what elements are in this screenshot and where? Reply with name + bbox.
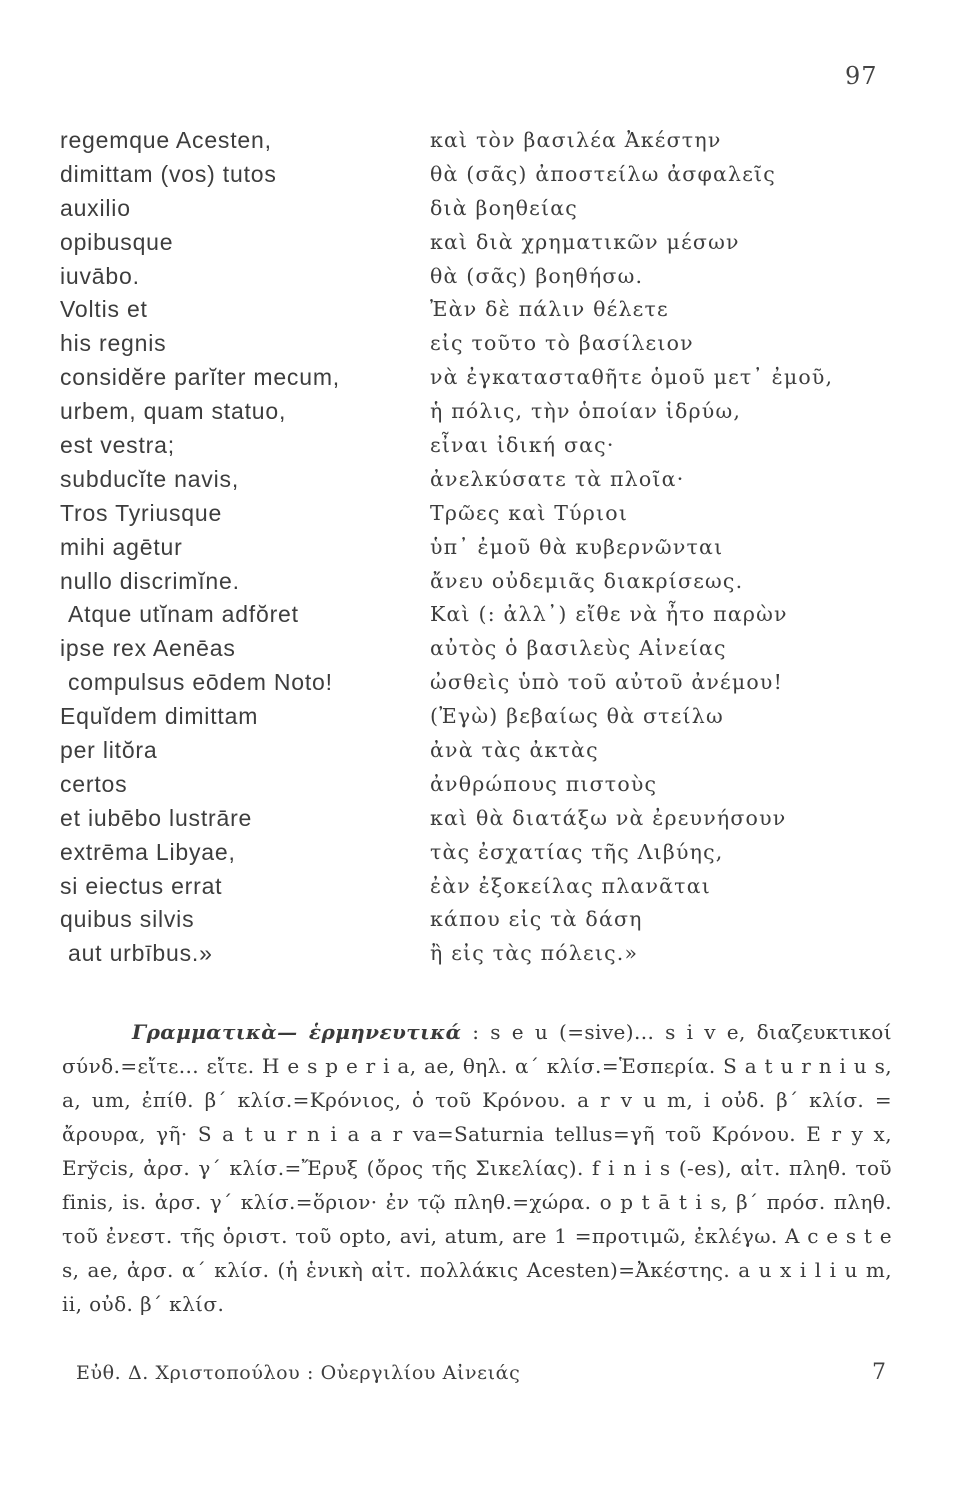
page-number: 97 [845,62,878,90]
greek-line: ὑπ᾽ ἐμοῦ θὰ κυβερνῶνται [430,534,724,559]
latin-line: nullo discrimĭne. [60,567,240,594]
latin-line: ipse rex Aenēas [60,635,236,662]
latin-line: auxilio [60,194,131,221]
latin-line: urbem, quam statuo, [60,398,287,425]
latin-line: et iubēbo lustrāre [60,804,253,831]
greek-line: τὰς ἐσχατίας τῆς Λιβύης, [430,839,724,864]
latin-line: per litŏra [60,737,158,764]
footer-credit: Εὐθ. Δ. Χριστοπούλου : Οὐεργιλίου Αἰνειάς [76,1362,521,1384]
greek-line: Τρῶες καὶ Τύριοι [430,500,629,525]
latin-line: Voltis et [60,296,148,323]
latin-line: considĕre parĭter mecum, [60,364,340,391]
greek-line: καὶ διὰ χρηματικῶν μέσων [430,229,740,254]
greek-line: ἀνὰ τὰς ἀκτὰς [430,738,599,763]
greek-translation-column [430,124,860,971]
greek-line: καὶ θὰ διατάξω νὰ ἐρευνήσουν [430,805,787,830]
latin-line: his regnis [60,330,167,357]
latin-line: extrēma Libyae, [60,838,236,865]
greek-line: νὰ ἐγκατασταθῆτε ὁμοῦ μετ᾽ ἐμοῦ, [430,365,834,390]
greek-line: ἄνευ οὐδεμιᾶς διακρίσεως. [430,568,744,593]
greek-line: (Ἐγὼ) βεβαίως θὰ στείλω [430,704,724,729]
notes-heading: Γραμματικὰ— ἑρμηνευτικά [132,1020,462,1044]
latin-line: Equĭdem dimittam [60,703,259,730]
greek-line: καὶ τὸν βασιλέα Ἀκέστην [430,128,722,152]
latin-line: Tros Tyriusque [60,499,223,526]
latin-line: subducĭte navis, [60,465,240,492]
greek-line: ἀνελκύσατε τὰ πλοῖα· [430,466,685,491]
greek-line: εἶναι ἰδική σας· [430,433,615,458]
grammar-notes [62,1015,892,1321]
greek-line: εἰς τοῦτο τὸ βασίλειον [430,331,694,356]
latin-line: iuvābo. [60,262,140,289]
latin-line: aut urbībus.» [68,940,213,967]
latin-line: Atque utĭnam adfŏret [68,601,299,628]
latin-line: dimittam (vos) tutos [60,160,277,187]
greek-line: θὰ (σᾶς) ἀποστείλω ἀσφαλεῖς [430,161,776,186]
latin-line: quibus silvis [60,906,195,933]
greek-line: αὐτὸς ὁ βασιλεὺς Αἰνείας [430,636,727,661]
greek-line: κάπου εἰς τὰ δάση [430,907,643,932]
greek-line: ὠσθεὶς ὑπὸ τοῦ αὐτοῦ ἀνέμου! [430,670,784,695]
greek-line: Ἐὰν δὲ πάλιν θέλετε [430,297,669,322]
greek-line: ἢ εἰς τὰς πόλεις.» [430,941,639,966]
signature-number: 7 [872,1360,886,1385]
latin-line: si eiectus errat [60,872,223,899]
greek-line: ἀνθρώπους πιστοὺς [430,771,658,796]
latin-line: opibusque [60,228,174,255]
greek-line: θὰ (σᾶς) βοηθήσω. [430,263,644,288]
latin-text-column [60,124,420,971]
greek-line: Καὶ (: ἀλλ᾽) εἴθε νὰ ἦτο παρὼν [430,602,788,627]
latin-line: regemque Acesten, [60,127,272,153]
latin-line: est vestra; [60,432,175,459]
latin-line: certos [60,770,128,797]
notes-body: : s e u (=sive)... s i v e, διαζευκτικοί σύνδ.=εἴτε... εἴτε. H e s p e r i a, ae, θηλ. α΄ κλίσ.=Ἑσπερία. S a t u r n i u s, a, um, ἐπίθ. β΄ κλίσ.=Κρόνιος, ὁ τοῦ Κρόνου. a r v u m, i οὐδ. β΄ κλίσ. = ἄρουρα, γῆ· S a t u r n i a a r va=Saturnia tellus=γῆ τοῦ Κρόνου. E r y x, Erўcis, ἀρσ. γ΄ κλίσ.=Ἔρυξ (ὄρος τῆς Σικελίας). f i n i s (-es), αἰτ. πληθ. τοῦ finis, is. ἀρσ. γ΄ κλίσ.=ὅριον· ἐν τῷ πληθ.=χώρα. o p t ā t i s, β΄ πρόσ. πληθ. τοῦ ἐνεστ. τῆς ὁριστ. τοῦ opto, avi, atum, are 1 =προτιμῶ, ἐκλέγω. A c e s t e s, ae, ἀρσ. α΄ κλίσ. (ἡ ἑνικὴ αἰτ. πολλάκις Acesten)=Ἀκέστης. a u x i l i u m, ii, οὐδ. β΄ κλίσ. [62,1020,892,1316]
latin-line: compulsus eōdem Noto! [68,669,333,696]
greek-line: ἐὰν ἐξοκείλας πλανᾶται [430,873,711,898]
greek-line: διὰ βοηθείας [430,195,578,220]
greek-line: ἡ πόλις, τὴν ὁποίαν ἱδρύω, [430,399,742,424]
latin-line: mihi agētur [60,533,183,560]
